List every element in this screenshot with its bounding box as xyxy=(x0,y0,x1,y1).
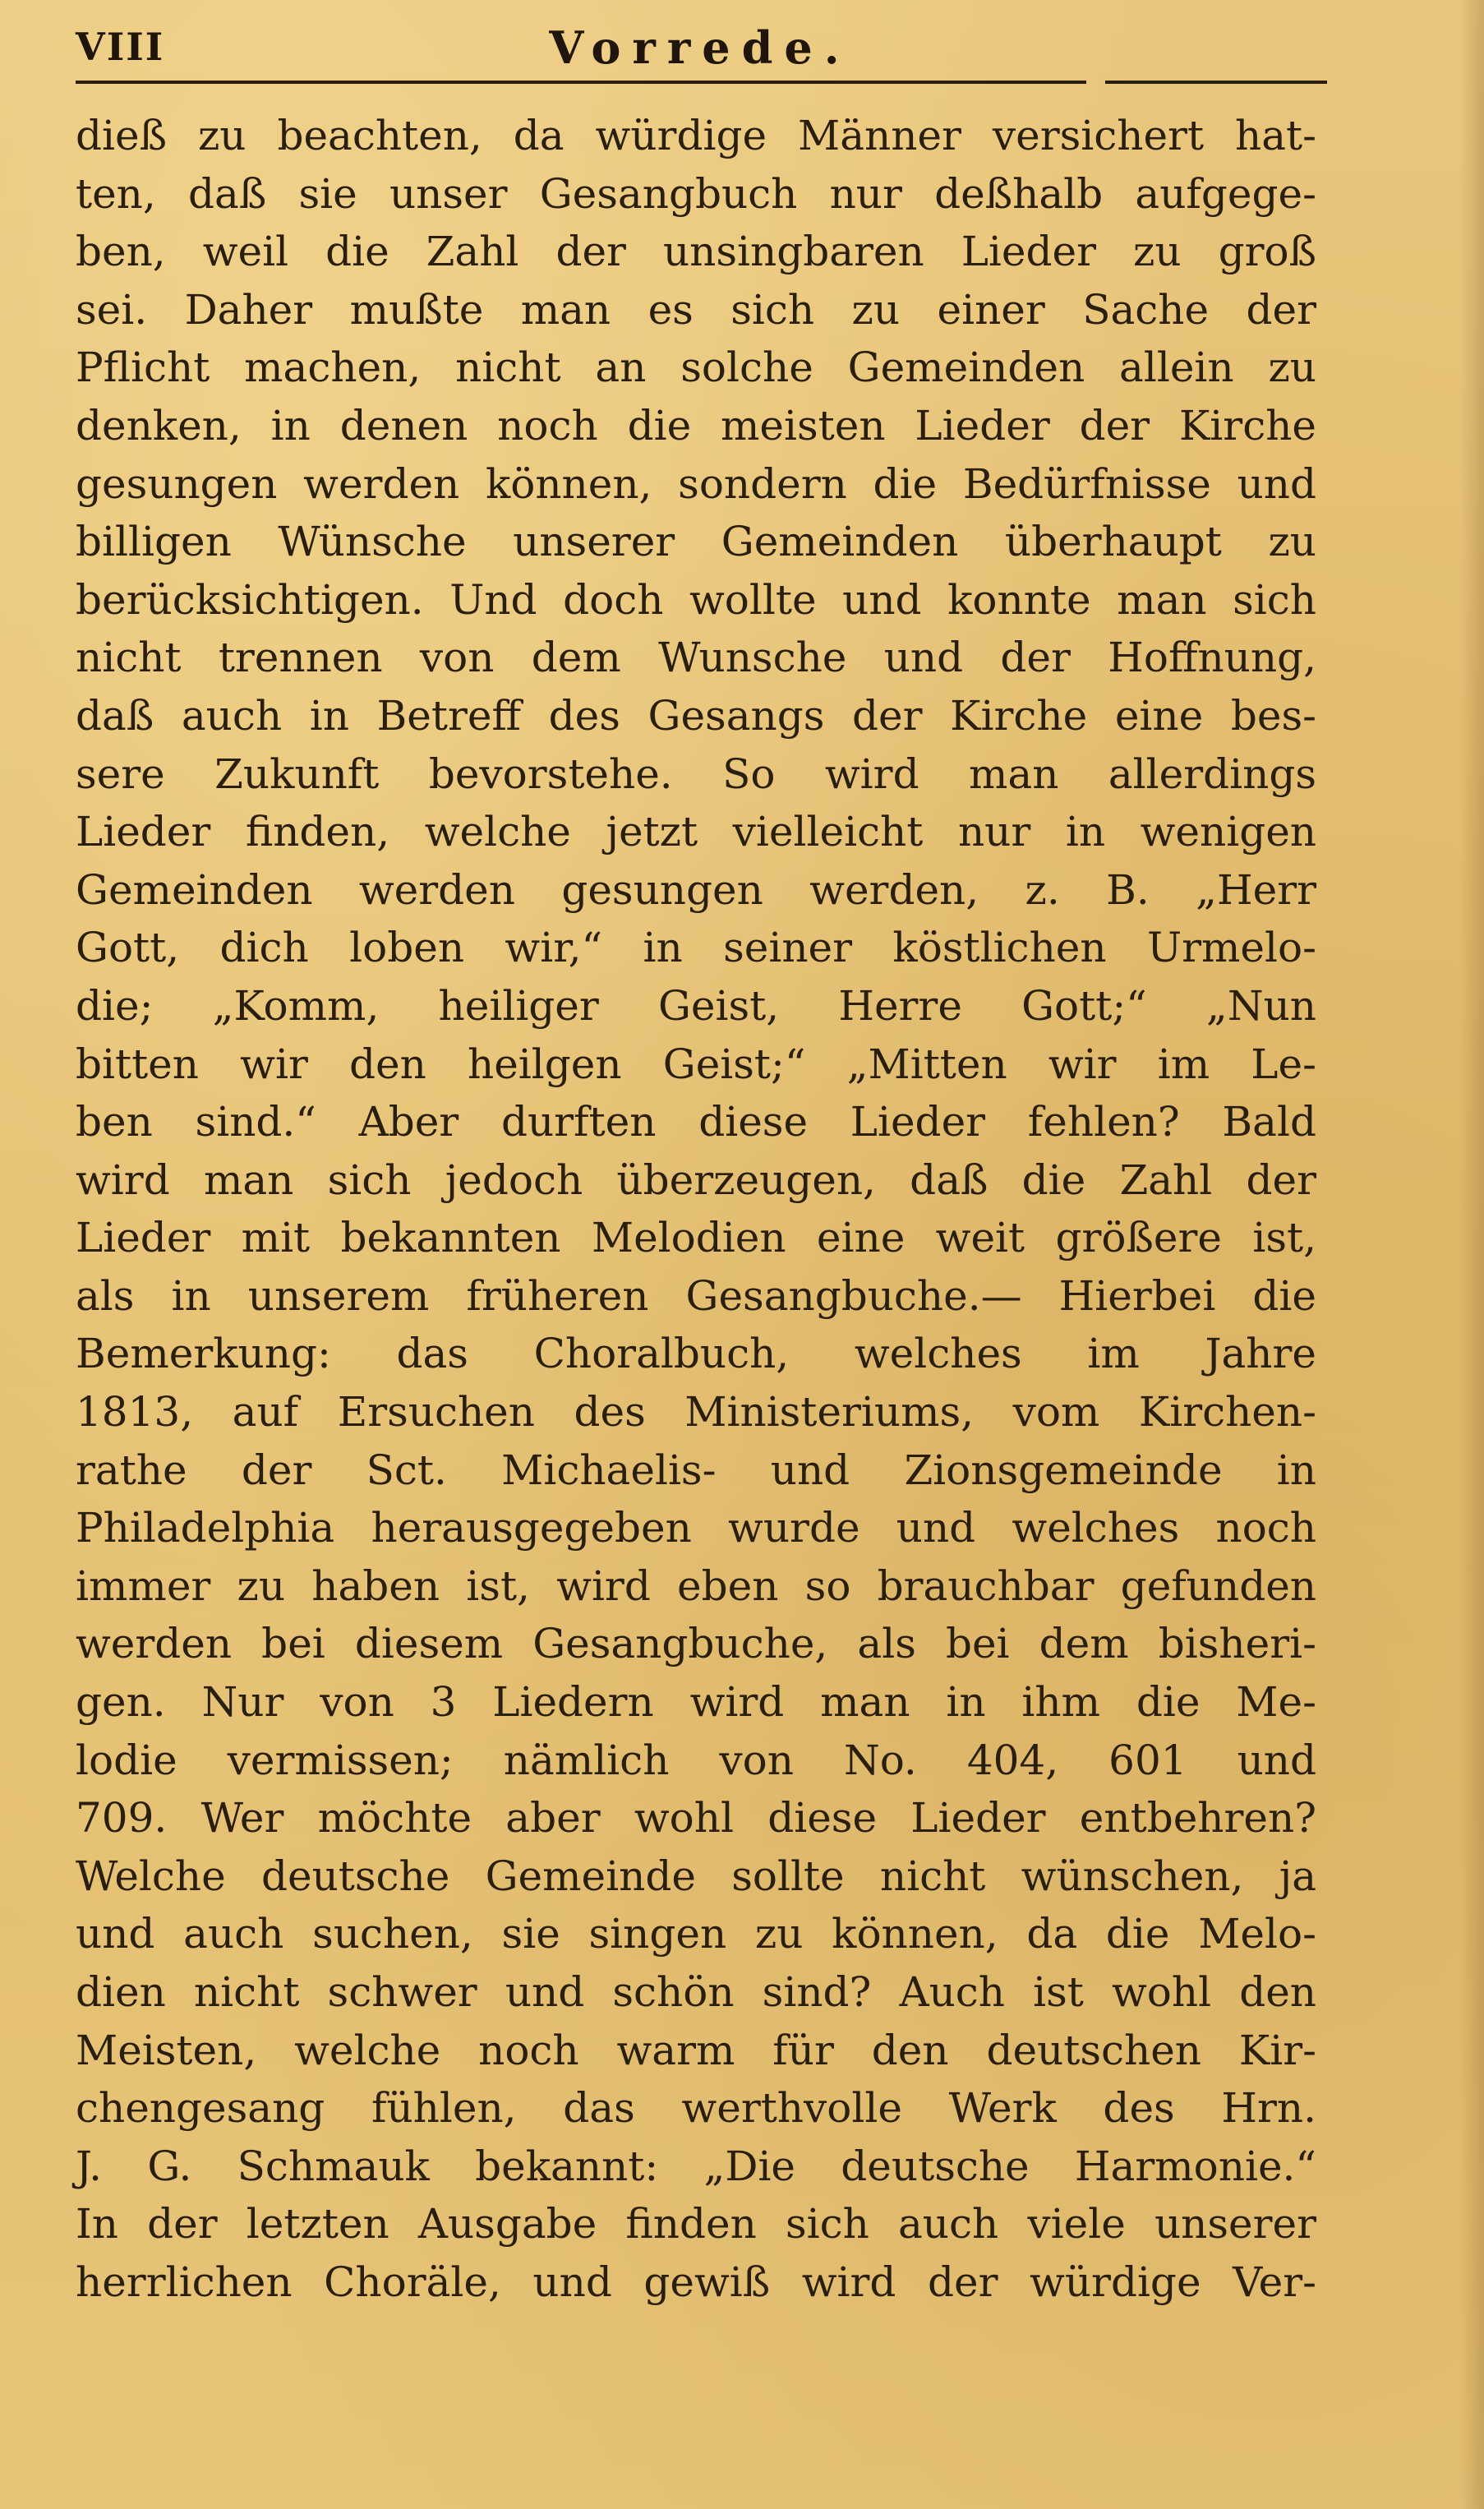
page-edge-shadow xyxy=(1459,0,1484,2509)
text-line: wird man sich jedoch überzeugen, daß die Zahl der xyxy=(76,1155,1316,1204)
text-line: Philadelphia herausgegeben wurde und welches noch xyxy=(76,1504,1316,1552)
text-line: denken, in denen noch die meisten Lieder der Kirche xyxy=(76,401,1316,450)
text-line: Bemerkung: das Choralbuch, welches im Jahre xyxy=(76,1330,1316,1378)
text-line: sei. Daher mußte man es sich zu einer Sache der xyxy=(76,285,1316,334)
text-line: Lieder finden, welche jetzt vielleicht nur in wenigen xyxy=(76,808,1316,856)
text-line: billigen Wünsche unserer Gemeinden überhaupt zu xyxy=(76,518,1316,566)
text-line: werden bei diesem Gesangbuche, als bei dem bisheri- xyxy=(76,1620,1316,1668)
text-line: bitten wir den heilgen Geist;“ „Mitten wir im Le- xyxy=(76,1040,1316,1088)
header-rule xyxy=(76,81,1086,84)
text-line: berücksichtigen. Und doch wollte und konnte man sich xyxy=(76,575,1316,624)
text-line: Pflicht machen, nicht an solche Gemeinden allein zu xyxy=(76,344,1316,392)
text-line: dien nicht schwer und schön sind? Auch ist wohl den xyxy=(76,1968,1316,2016)
text-line: 1813, auf Ersuchen des Ministeriums, vom Kirchen- xyxy=(76,1388,1316,1437)
text-line: nicht trennen von dem Wunsche und der Hoffnung, xyxy=(76,634,1316,682)
running-title: Vorrede. xyxy=(549,21,851,74)
text-line: die; „Komm, heiliger Geist, Herre Gott;“ „Nun xyxy=(76,981,1316,1030)
text-line: als in unserem früheren Gesangbuche.— Hierbei die xyxy=(76,1271,1316,1320)
text-line: und auch suchen, sie singen zu können, da die Melo- xyxy=(76,1910,1316,1958)
text-line: Lieder mit bekannten Melodien eine weit größere ist, xyxy=(76,1214,1316,1262)
text-line: Meisten, welche noch warm für den deutschen Kir- xyxy=(76,2026,1316,2074)
text-line: gesungen werden können, sondern die Bedürfnisse und xyxy=(76,459,1316,508)
text-line: Gemeinden werden gesungen werden, z. B. „Herr xyxy=(76,865,1316,914)
body-text xyxy=(76,107,1316,2312)
text-line: ten, daß sie unser Gesangbuch nur deßhalb aufgege- xyxy=(76,169,1316,218)
text-line: immer zu haben ist, wird eben so brauchbar gefunden xyxy=(76,1561,1316,1610)
text-line: daß auch in Betreff des Gesangs der Kirche eine bes- xyxy=(76,691,1316,740)
text-line: Welche deutsche Gemeinde sollte nicht wünschen, ja xyxy=(76,1852,1316,1900)
text-line: ben sind.“ Aber durften diese Lieder fehlen? Bald xyxy=(76,1098,1316,1146)
page-number: VIII xyxy=(76,25,165,69)
text-line: ben, weil die Zahl der unsingbaren Lieder zu groß xyxy=(76,228,1316,276)
text-line: J. G. Schmauk bekannt: „Die deutsche Harmonie.“ xyxy=(76,2142,1316,2190)
text-line: rathe der Sct. Michaelis- und Zionsgemeinde in xyxy=(76,1446,1316,1494)
text-line: 709. Wer möchte aber wohl diese Lieder entbehren? xyxy=(76,1794,1316,1843)
text-line: gen. Nur von 3 Liedern wird man in ihm die Me- xyxy=(76,1678,1316,1727)
text-line: chengesang fühlen, das werthvolle Werk des Hrn. xyxy=(76,2084,1316,2133)
text-line: dieß zu beachten, da würdige Männer versichert hat- xyxy=(76,112,1316,159)
text-line: Gott, dich loben wir,“ in seiner köstlichen Urmelo- xyxy=(76,924,1316,972)
text-line: In der letzten Ausgabe finden sich auch viele unserer xyxy=(76,2200,1316,2248)
header-rule-short xyxy=(1105,81,1327,84)
text-line: lodie vermissen; nämlich von No. 404, 601 und xyxy=(76,1736,1316,1784)
text-line: herrlichen Choräle, und gewiß wird der würdige Ver- xyxy=(76,2258,1316,2306)
text-line: sere Zukunft bevorstehe. So wird man allerdings xyxy=(76,749,1316,798)
page-header xyxy=(76,18,1325,76)
